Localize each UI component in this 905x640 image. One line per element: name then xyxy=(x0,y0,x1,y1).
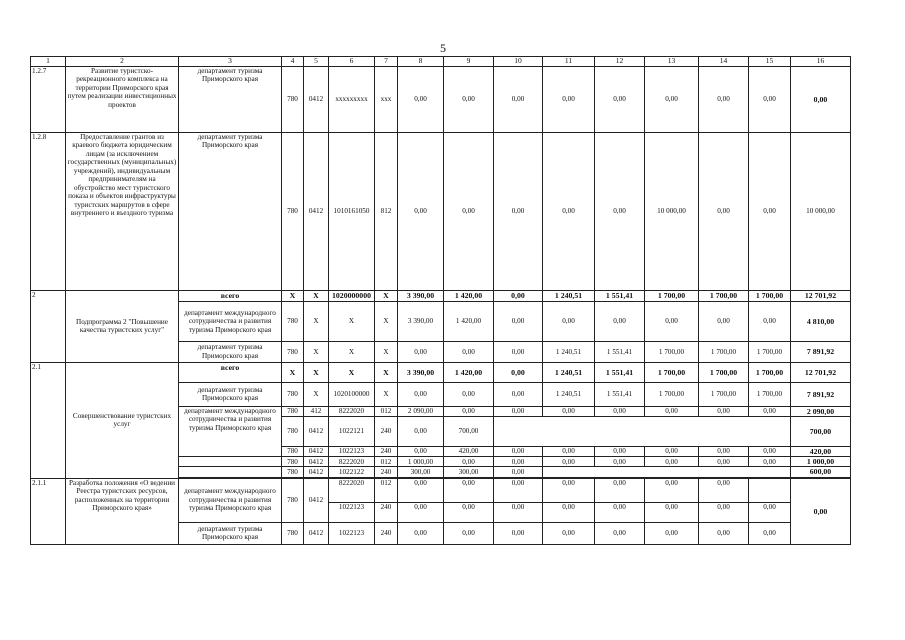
header-cell: 9 xyxy=(444,57,494,67)
table-cell: 0,00 xyxy=(645,301,699,341)
department: всего xyxy=(179,362,282,382)
row-number: 2.1 xyxy=(31,362,66,478)
table-cell: 0,00 xyxy=(444,341,494,362)
table-cell: 0,00 xyxy=(749,522,791,544)
table-cell: 0,00 xyxy=(444,457,494,467)
table-cell: 12 701,92 xyxy=(791,290,851,301)
table-cell: 780 xyxy=(282,66,304,132)
table-cell: 0,00 xyxy=(595,301,645,341)
table-cell: 0,00 xyxy=(645,522,699,544)
table-cell: 0,00 xyxy=(494,447,543,457)
row-number: 2.1.1 xyxy=(31,478,66,544)
table-cell: Х xyxy=(329,301,375,341)
table-cell: 420,00 xyxy=(791,447,851,457)
table-cell: 1 551,41 xyxy=(595,290,645,301)
row-number: 2 xyxy=(31,290,66,362)
table-cell: 1 700,00 xyxy=(749,290,791,301)
department: всего xyxy=(179,290,282,301)
table-cell: 0,00 xyxy=(791,66,851,132)
table-cell: 780 xyxy=(282,417,304,447)
table-cell: 012 xyxy=(375,478,398,502)
header-cell: 4 xyxy=(282,57,304,67)
table-cell: 12 701,92 xyxy=(791,362,851,382)
table-cell: 1022123 xyxy=(329,502,375,522)
table-cell: 1 420,00 xyxy=(444,362,494,382)
table-cell: 0,00 xyxy=(699,447,749,457)
table-cell: 0,00 xyxy=(398,382,444,406)
table-cell: 1 700,00 xyxy=(699,290,749,301)
table-cell: 600,00 xyxy=(791,467,851,477)
table-cell: 0,00 xyxy=(494,341,543,362)
table-cell: 1 551,41 xyxy=(595,382,645,406)
table-cell: 3 390,00 xyxy=(398,301,444,341)
table-cell: 700,00 xyxy=(791,417,851,447)
table-cell: 240 xyxy=(375,502,398,522)
measure-name: Развитие туристско-рекреационного комплекса на территории Приморского края путем реализации инвестиционных проектов xyxy=(66,66,179,132)
table-cell: 0,00 xyxy=(444,382,494,406)
measure-name: Предоставление грантов из краевого бюджета юридическим лицам (за исключением государственных (муниципальных) учреждений), индивидуальным предпринимателям на обустройство мест туристского показа и объектов инфраструктуры туристских маршрутов в сфере внутреннего и въездного туризма xyxy=(66,132,179,290)
table-cell: 1 240,51 xyxy=(543,382,595,406)
table-cell: Х xyxy=(375,362,398,382)
table-cell: 0,00 xyxy=(494,66,543,132)
table-cell: 0,00 xyxy=(595,502,645,522)
table-cell: 0412 xyxy=(304,478,329,522)
table-cell: Х xyxy=(375,301,398,341)
table-cell: 1 700,00 xyxy=(699,362,749,382)
table-cell: 0,00 xyxy=(595,66,645,132)
table-cell: 0,00 xyxy=(645,447,699,457)
table-cell: 0,00 xyxy=(398,341,444,362)
table-cell: 4 810,00 xyxy=(791,301,851,341)
table-cell: 0,00 xyxy=(444,478,494,502)
table-cell: 0,00 xyxy=(699,502,749,522)
table-cell: 0,00 xyxy=(444,132,494,290)
table-cell: 0,00 xyxy=(494,478,543,502)
table-cell: 1 420,00 xyxy=(444,301,494,341)
table-cell: 0,00 xyxy=(595,457,645,467)
department: департамент международного сотрудничества и развития туризма Приморского края xyxy=(179,406,282,456)
table-cell: Х xyxy=(375,341,398,362)
table-cell: 300,00 xyxy=(398,467,444,477)
table-cell: 780 xyxy=(282,447,304,457)
department: департамент туризма Приморского края xyxy=(179,132,282,290)
table-cell: 0,00 xyxy=(699,406,749,416)
table-cell: 0,00 xyxy=(595,522,645,544)
header-cell: 3 xyxy=(179,57,282,67)
table-cell: 412 xyxy=(304,406,329,416)
table-cell: 1 700,00 xyxy=(645,341,699,362)
table-cell: 10 000,00 xyxy=(791,132,851,290)
table-cell: 0,00 xyxy=(749,447,791,457)
table-cell: 0,00 xyxy=(398,447,444,457)
header-cell: 11 xyxy=(543,57,595,67)
table-cell: 780 xyxy=(282,382,304,406)
measure-name: Подпрограмма 2 "Повышение качества туристских услуг" xyxy=(66,290,179,362)
header-cell: 1 xyxy=(31,57,66,67)
table-cell: 1 700,00 xyxy=(749,341,791,362)
table-cell: 0,00 xyxy=(444,66,494,132)
table-cell: 0,00 xyxy=(595,132,645,290)
table-cell: 0,00 xyxy=(699,478,749,502)
table-cell: 1 240,51 xyxy=(543,341,595,362)
table-cell: 1 700,00 xyxy=(749,382,791,406)
table-cell: 0,00 xyxy=(543,66,595,132)
table-cell: 0,00 xyxy=(494,406,543,416)
department: департамент туризма Приморского края xyxy=(179,341,282,362)
table-cell: Х xyxy=(304,290,329,301)
table-cell: Х xyxy=(304,301,329,341)
table-cell: 0,00 xyxy=(543,301,595,341)
measure-name: Совершенствование туристских услуг xyxy=(66,362,179,478)
table-cell: 012 xyxy=(375,457,398,467)
table-cell: 0412 xyxy=(304,417,329,447)
table-cell: 1020100000 xyxy=(329,382,375,406)
table-cell: 420,00 xyxy=(444,447,494,457)
header-row xyxy=(31,57,851,67)
table-cell: 1 700,00 xyxy=(645,362,699,382)
row-number: 1.2.7 xyxy=(31,66,66,132)
table-cell: 3 390,00 xyxy=(398,290,444,301)
header-cell: 16 xyxy=(791,57,851,67)
table-cell: 0,00 xyxy=(494,290,543,301)
table-cell: 0,00 xyxy=(444,406,494,416)
table-cell: Х xyxy=(304,382,329,406)
table-cell: 0,00 xyxy=(543,447,595,457)
table-cell: 0,00 xyxy=(543,132,595,290)
header-cell: 6 xyxy=(329,57,375,67)
table-cell: 0,00 xyxy=(595,478,645,502)
table-cell: Х xyxy=(282,290,304,301)
table-cell: 0412 xyxy=(304,66,329,132)
table-cell: 0,00 xyxy=(543,522,595,544)
table-cell: 1 551,41 xyxy=(595,341,645,362)
table-cell: 0,00 xyxy=(749,301,791,341)
department: департамент международного сотрудничества и развития туризма Приморского края xyxy=(179,478,282,522)
table-cell: 8222020 xyxy=(329,406,375,416)
table-cell: 1 700,00 xyxy=(645,290,699,301)
department: департамент туризма Приморского края xyxy=(179,66,282,132)
table-cell: 0,00 xyxy=(749,502,791,522)
header-cell: 2 xyxy=(66,57,179,67)
table-cell: Х xyxy=(329,362,375,382)
table-cell: Х xyxy=(329,341,375,362)
table-cell: 300,00 xyxy=(444,467,494,477)
table-cell: 780 xyxy=(282,522,304,544)
table-row xyxy=(31,478,851,502)
table-cell: 1022123 xyxy=(329,447,375,457)
row-number: 1.2.8 xyxy=(31,132,66,290)
table-cell: 1 240,51 xyxy=(543,362,595,382)
table-cell: Х xyxy=(375,290,398,301)
table-cell: 7 891,92 xyxy=(791,382,851,406)
table-cell: 0,00 xyxy=(699,66,749,132)
table-cell: 10 000,00 xyxy=(645,132,699,290)
table-cell: 2 090,00 xyxy=(791,406,851,416)
department: департамент международного сотрудничества и развития туризма Приморского края xyxy=(179,301,282,341)
table-cell: 0,00 xyxy=(398,502,444,522)
table-cell: 1 420,00 xyxy=(444,290,494,301)
table-cell: 0,00 xyxy=(398,522,444,544)
table-cell: 1020000000 xyxy=(329,290,375,301)
table-cell: 3 390,00 xyxy=(398,362,444,382)
table-cell: 0,00 xyxy=(595,447,645,457)
table-cell: 240 xyxy=(375,417,398,447)
table-cell: 0,00 xyxy=(699,522,749,544)
header-cell: 13 xyxy=(645,57,699,67)
table-cell: 0,00 xyxy=(494,502,543,522)
table-cell: 1 700,00 xyxy=(749,362,791,382)
table-cell xyxy=(749,478,791,502)
table-cell: 012 xyxy=(375,406,398,416)
department: департамент туризма Приморского края xyxy=(179,382,282,406)
table-cell: 0,00 xyxy=(494,301,543,341)
table-cell: 0,00 xyxy=(595,406,645,416)
table-cell: Х xyxy=(375,382,398,406)
table-cell: 812 xyxy=(375,132,398,290)
measure-name: Разработка положения «О ведении Реестра туристских ресурсов, расположенных на территории Приморского края» xyxy=(66,478,179,544)
table-cell: 780 xyxy=(282,457,304,467)
table-cell: 240 xyxy=(375,467,398,477)
table-cell: 780 xyxy=(282,478,304,522)
table-cell: 1022121 xyxy=(329,417,375,447)
table-cell: 0,00 xyxy=(398,478,444,502)
table-cell: 0412 xyxy=(304,457,329,467)
table-cell: 0,00 xyxy=(444,522,494,544)
table-cell: 0,00 xyxy=(398,66,444,132)
table-cell: 1 700,00 xyxy=(699,341,749,362)
table-cell: 700,00 xyxy=(444,417,494,447)
table-cell: Х xyxy=(282,362,304,382)
table-row xyxy=(31,362,851,382)
department xyxy=(179,457,282,467)
header-cell: 5 xyxy=(304,57,329,67)
table-cell: 0,00 xyxy=(444,502,494,522)
table-cell: 0,00 xyxy=(791,478,851,544)
table-cell: 0,00 xyxy=(645,478,699,502)
table-cell: 0,00 xyxy=(398,417,444,447)
table-cell: 1 700,00 xyxy=(645,382,699,406)
table-cell: 0412 xyxy=(304,132,329,290)
table-cell: 0,00 xyxy=(645,406,699,416)
table-cell: 240 xyxy=(375,447,398,457)
table-cell: 0,00 xyxy=(494,362,543,382)
table-cell: 8222020 xyxy=(329,457,375,467)
table-cell: 0,00 xyxy=(645,457,699,467)
table-cell: 780 xyxy=(282,406,304,416)
table-cell: 0,00 xyxy=(749,66,791,132)
table-cell: 7 891,92 xyxy=(791,341,851,362)
table-row xyxy=(31,66,851,132)
department xyxy=(179,467,282,477)
table-cell: 780 xyxy=(282,132,304,290)
table-row xyxy=(31,290,851,301)
table-cell: 1022122 xyxy=(329,467,375,477)
table-cell: xxxxxxxxx xyxy=(329,66,375,132)
page-number: 5 xyxy=(440,41,446,55)
table-cell: 0,00 xyxy=(543,457,595,467)
table-cell: 1022123 xyxy=(329,522,375,544)
table-cell: 0,00 xyxy=(749,132,791,290)
header-cell: 7 xyxy=(375,57,398,67)
table-cell: 0,00 xyxy=(543,406,595,416)
table-cell: 0,00 xyxy=(749,457,791,467)
table-cell: 0,00 xyxy=(645,502,699,522)
table-cell: 1 551,41 xyxy=(595,362,645,382)
table-cell: xxx xyxy=(375,66,398,132)
header-cell: 15 xyxy=(749,57,791,67)
table-cell: 0,00 xyxy=(494,457,543,467)
table-cell: 0,00 xyxy=(494,467,543,477)
header-cell: 12 xyxy=(595,57,645,67)
table-cell: 8222020 xyxy=(329,478,375,502)
header-cell: 14 xyxy=(699,57,749,67)
table-cell: 0412 xyxy=(304,522,329,544)
table-cell: 0,00 xyxy=(699,457,749,467)
table-cell: 2 090,00 xyxy=(398,406,444,416)
header-cell: 10 xyxy=(494,57,543,67)
table-cell: 0,00 xyxy=(645,66,699,132)
table-cell: 0,00 xyxy=(749,406,791,416)
department: департамент туризма Приморского края xyxy=(179,522,282,544)
table-cell: 1 000,00 xyxy=(398,457,444,467)
table-cell: 0,00 xyxy=(494,522,543,544)
table-cell xyxy=(494,417,791,447)
budget-table xyxy=(30,56,851,545)
table-cell: 0412 xyxy=(304,447,329,457)
table-cell: 0,00 xyxy=(543,502,595,522)
table-cell xyxy=(543,467,791,477)
table-cell: 0,00 xyxy=(699,132,749,290)
table-cell: 240 xyxy=(375,522,398,544)
table-cell: 780 xyxy=(282,341,304,362)
table-cell: 0,00 xyxy=(543,478,595,502)
table-cell: 780 xyxy=(282,467,304,477)
table-cell: 1 000,00 xyxy=(791,457,851,467)
table-cell: 1 700,00 xyxy=(699,382,749,406)
table-cell: 1010161050 xyxy=(329,132,375,290)
table-cell: Х xyxy=(304,341,329,362)
table-cell: Х xyxy=(304,362,329,382)
table-cell: 0412 xyxy=(304,467,329,477)
table-cell: 780 xyxy=(282,301,304,341)
table-row xyxy=(31,132,851,290)
table-cell: 1 240,51 xyxy=(543,290,595,301)
table-cell: 0,00 xyxy=(494,382,543,406)
header-cell: 8 xyxy=(398,57,444,67)
table-cell: 0,00 xyxy=(398,132,444,290)
table-cell: 0,00 xyxy=(494,132,543,290)
table-cell: 0,00 xyxy=(699,301,749,341)
